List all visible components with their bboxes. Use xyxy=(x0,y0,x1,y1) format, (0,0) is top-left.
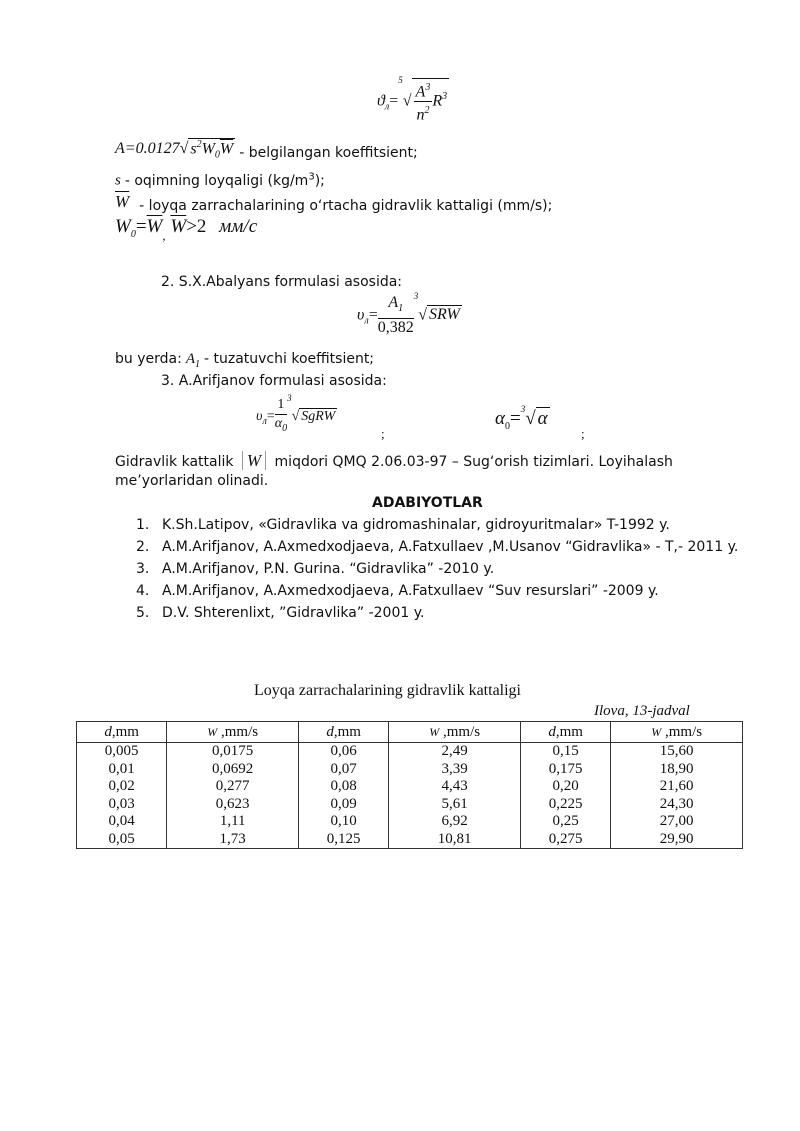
f1-sub: л xyxy=(384,101,390,113)
f1-den-exp: 2 xyxy=(424,105,430,117)
formula-fall-velocity: $ϑ_л=^5√$ $\frac{A^3}{n^2}$ $R^3$ xyxy=(377,75,448,124)
s-text-exp: 3 xyxy=(308,171,315,182)
f1-root-index: 5 xyxy=(398,75,403,85)
table-row xyxy=(77,813,743,831)
table-cell: 0,0175 xyxy=(167,743,299,761)
semicolon-2: ; xyxy=(581,426,585,441)
cond-w0-sub: 0 xyxy=(130,228,136,240)
cond-gt: >2 xyxy=(186,216,207,237)
s-definition-line xyxy=(115,171,325,190)
table-cell: 4,43 xyxy=(389,778,521,796)
f2-root-index: 3 xyxy=(413,291,419,301)
s-symbol: s xyxy=(115,172,121,189)
table-caption: Ilova, 13-jadval xyxy=(594,703,690,719)
f4-radicand: α xyxy=(537,408,548,429)
reference-text: A.M.Arifjanov, A.Axmedxodjaeva, A.Fatxullaev “Suv resurslari” -2009 y. xyxy=(162,583,659,599)
table-cell: 0,125 xyxy=(298,831,388,849)
table-cell: 1,11 xyxy=(167,813,299,831)
table-cell: 0,04 xyxy=(77,813,167,831)
f3-radicand: SgRW xyxy=(301,409,336,425)
cond-comma: , xyxy=(162,228,166,243)
a-definition-line: A=0.0127√ $s^2W_0\overline{W}$ - belgilangan koeffitsient; xyxy=(115,139,418,162)
table-cell: 0,0692 xyxy=(167,761,299,779)
f3-den: α xyxy=(274,416,283,431)
header-w: W ,mm/s xyxy=(611,722,743,743)
table-cell: 1,73 xyxy=(167,831,299,849)
table-cell: 0,01 xyxy=(77,761,167,779)
table-cell: 3,39 xyxy=(389,761,521,779)
reference-text: A.M.Arifjanov, P.N. Gurina. “Gidravlika” -2010 y. xyxy=(162,561,495,577)
table-row xyxy=(77,743,743,761)
reference-number: 3. xyxy=(136,561,150,577)
w-symbol: $\overline{W}$ xyxy=(115,192,130,211)
formula-alpha: $\alpha_0=^3√$ α xyxy=(495,404,548,432)
table-cell: 6,92 xyxy=(389,813,521,831)
reference-item xyxy=(136,558,744,580)
header-d: d,mm xyxy=(520,722,610,743)
table-cell: 0,08 xyxy=(298,778,388,796)
table-cell: 0,20 xyxy=(520,778,610,796)
reference-item xyxy=(136,536,744,558)
f2-num: A xyxy=(388,294,399,311)
f3-lhs: υ xyxy=(256,409,263,425)
f3-den-sub: 0 xyxy=(282,422,288,434)
reference-number: 2. xyxy=(136,539,150,555)
byerda-line xyxy=(115,350,374,370)
table-cell: 0,15 xyxy=(520,743,610,761)
table-row xyxy=(77,778,743,796)
table-row xyxy=(77,796,743,814)
table-cell: 0,09 xyxy=(298,796,388,814)
cond-unit: мм/с xyxy=(219,216,258,237)
a1-symbol: A xyxy=(185,351,195,367)
reference-number: 5. xyxy=(136,605,150,621)
table-cell: 0,225 xyxy=(520,796,610,814)
f2-radicand: SRW xyxy=(429,306,460,324)
reference-text: A.M.Arifjanov, A.Axmedxodjaeva, A.Fatxullaev ,M.Usanov “Gidravlika» - T,- 2011 y. xyxy=(162,539,739,555)
a-def-text: - belgilangan koeffitsient; xyxy=(239,145,418,162)
a-def-lhs: A=0.0127 xyxy=(115,140,180,158)
table-title: Loyqa zarrachalarining gidravlik kattaligi xyxy=(254,682,521,699)
f1-tail-exp: 3 xyxy=(442,91,448,103)
header-w: W ,mm/s xyxy=(389,722,521,743)
reference-item xyxy=(136,514,744,536)
references-heading: ADABIYOTLAR xyxy=(372,495,483,511)
a-def-exp: 2 xyxy=(196,139,202,150)
f4-lhs: α xyxy=(495,408,505,429)
method-3-heading: 3. A.Arifjanov formulasi asosida: xyxy=(161,373,387,389)
a1-sub: 1 xyxy=(194,359,200,370)
formula-arifjanov: $\upsilon_л=$ $\frac{1}{\alpha_0}$ $^3$√ SgRW xyxy=(256,393,336,434)
f2-num-sub: 1 xyxy=(398,303,404,315)
f2-sub: л xyxy=(364,315,369,327)
table-cell: 0,10 xyxy=(298,813,388,831)
f3-num: 1 xyxy=(275,396,287,415)
table-cell: 5,61 xyxy=(389,796,521,814)
table-cell: 0,03 xyxy=(77,796,167,814)
a-def-s: s xyxy=(190,140,197,158)
header-d: d,mm xyxy=(298,722,388,743)
table-cell: 0,005 xyxy=(77,743,167,761)
f1-num: A xyxy=(415,83,426,101)
references-list xyxy=(136,514,744,624)
table-cell: 0,175 xyxy=(520,761,610,779)
f2-den: 0,382 xyxy=(377,319,414,337)
a1-text: - tuzatuvchi koeffitsient; xyxy=(203,351,375,367)
a-def-wbar: $\overline{W}$ xyxy=(219,140,234,158)
a-def-w0: W xyxy=(201,140,215,158)
table-cell: 29,90 xyxy=(611,831,743,849)
a-def-w0-sub: 0 xyxy=(214,149,220,161)
table-row xyxy=(77,761,743,779)
settling-velocity-table xyxy=(76,721,743,849)
f4-sub: 0 xyxy=(504,420,510,432)
reference-item xyxy=(136,602,744,624)
table-header-row xyxy=(77,722,743,743)
table-cell: 0,623 xyxy=(167,796,299,814)
w-definition-line xyxy=(115,192,553,214)
table-cell: 0,06 xyxy=(298,743,388,761)
cond-wbar: $\overline{W}$ xyxy=(146,216,163,237)
f1-den: n xyxy=(416,106,425,124)
table-cell: 0,07 xyxy=(298,761,388,779)
reference-number: 4. xyxy=(136,583,150,599)
gidravlik-paragraph-line2: me’yorlaridan olinadi. xyxy=(115,473,269,489)
method-2-heading: 2. S.X.Abalyans formulasi asosida: xyxy=(161,274,403,290)
gidravlik-paragraph-line1 xyxy=(115,451,745,471)
f4-root-index: 3 xyxy=(520,404,526,414)
f3-sub: л xyxy=(262,415,267,427)
para-w-symbol: W xyxy=(242,451,266,470)
table-cell: 10,81 xyxy=(389,831,521,849)
f1-tail: R xyxy=(432,92,443,110)
table-cell: 0,277 xyxy=(167,778,299,796)
formula-abalyans: $\upsilon_л=$ $\frac{A_1}{0,382}$ $^3$√ SRW xyxy=(357,291,460,337)
table-cell: 27,00 xyxy=(611,813,743,831)
header-d: d,mm xyxy=(77,722,167,743)
condition-line xyxy=(115,216,258,243)
para-text-b: miqdori QMQ 2.06.03-97 – Sug‘orish tizimlari. Loyihalash xyxy=(274,454,673,470)
para-text-a: Gidravlik kattalik xyxy=(115,454,234,470)
semicolon-1: ; xyxy=(381,426,385,441)
table-cell: 0,25 xyxy=(520,813,610,831)
table-cell: 0,02 xyxy=(77,778,167,796)
reference-item xyxy=(136,580,744,602)
w-text: - loyqa zarrachalarining o‘rtacha gidravlik kattaligi (mm/s); xyxy=(139,198,553,214)
table-row xyxy=(77,831,743,849)
table-cell: 2,49 xyxy=(389,743,521,761)
reference-text: K.Sh.Latipov, «Gidravlika va gidromashinalar, gidroyuritmalar» T-1992 y. xyxy=(162,517,670,533)
f1-lhs: ϑ xyxy=(377,92,385,110)
cond-wbar2: $\overline{W}$ xyxy=(170,216,187,237)
cond-w0: W xyxy=(115,216,131,237)
table-cell: 15,60 xyxy=(611,743,743,761)
s-text-end: ); xyxy=(314,172,325,189)
reference-text: D.V. Shterenlixt, ”Gidravlika” -2001 y. xyxy=(162,605,425,621)
f3-root-index: 3 xyxy=(287,393,292,403)
header-w: W ,mm/s xyxy=(167,722,299,743)
table-cell: 0,05 xyxy=(77,831,167,849)
f1-num-exp: 3 xyxy=(425,82,431,93)
table-cell: 18,90 xyxy=(611,761,743,779)
table-cell: 21,60 xyxy=(611,778,743,796)
byerda-text: bu yerda: xyxy=(115,351,182,367)
table-cell: 24,30 xyxy=(611,796,743,814)
s-text: - oqimning loyqaligi (kg/m xyxy=(124,172,309,189)
f2-lhs: υ xyxy=(357,306,365,324)
cond-eq: = xyxy=(135,216,147,237)
reference-number: 1. xyxy=(136,517,150,533)
f4-eq: = xyxy=(509,408,521,429)
table-cell: 0,275 xyxy=(520,831,610,849)
